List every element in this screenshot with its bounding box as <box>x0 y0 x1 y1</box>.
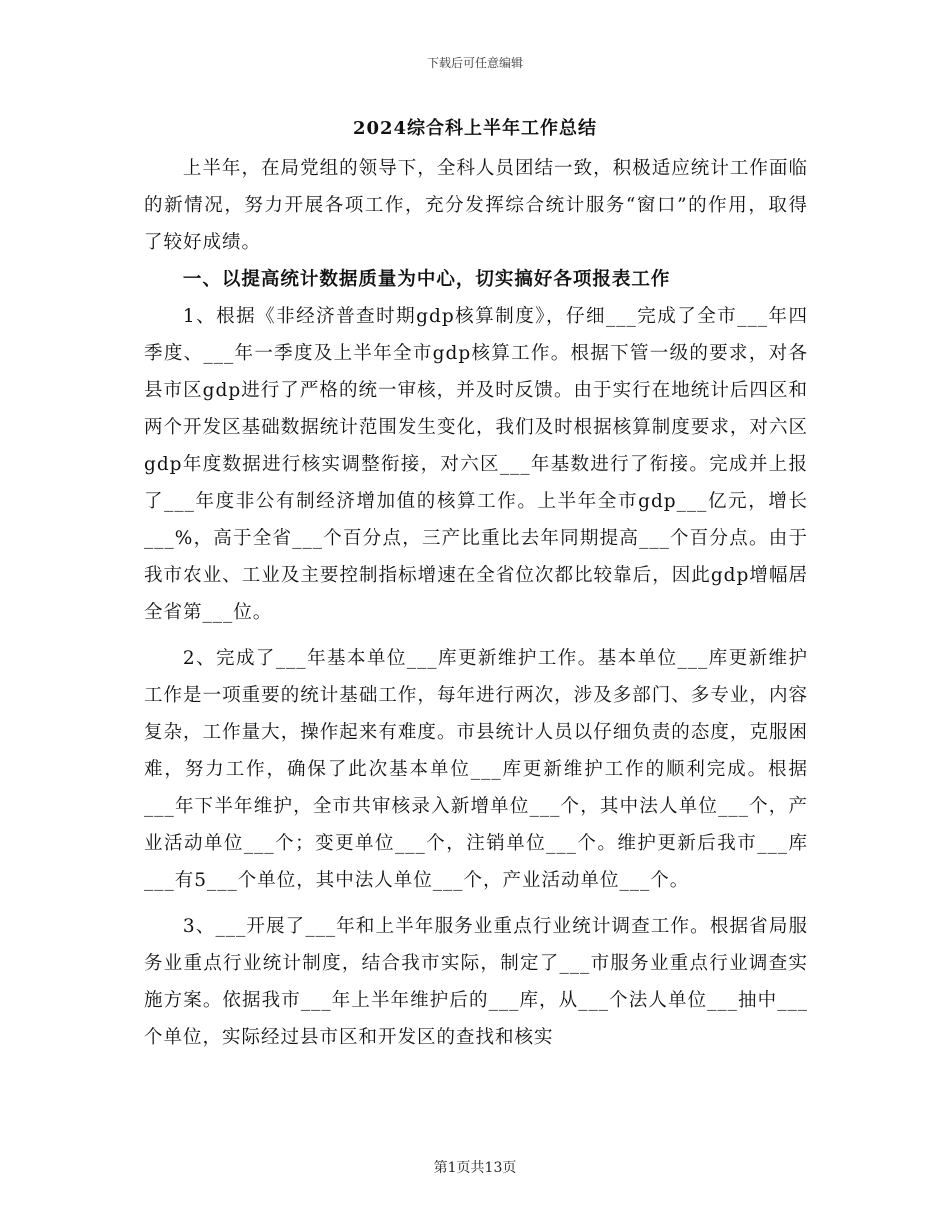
page-footer: 第1页共13页 <box>433 1160 517 1176</box>
section-heading: 一、以提高统计数据质量为中心，切实搞好各项报表工作 <box>182 269 671 290</box>
body-paragraph-3: 3、___开展了___年和上半年服务业重点行业统计调查工作。根据省局服务业重点行业统计制度，结合我市实际，制定了___市服务业重点行业调查实施方案。依据我市___年上半年维护后的___库，从___个法人单位___抽中___个单位，实际经过县市区和开发区的查找和核实 <box>144 916 808 1048</box>
body-paragraph-2: 2、完成了___年基本单位___库更新维护工作。基本单位___库更新维护工作是一项重要的统计基础工作，每年进行两次，涉及多部门、多专业，内容复杂，工作量大，操作起来有难度。市县统计人员以仔细负责的态度，克服困难，努力工作，确保了此次基本单位___库更新维护工作的顺利完成。根据___年下半年维护，全市共审核录入新增单位___个，其中法人单位___个，产业活动单位___个；变更单位___个，注销单位___个。维护更新后我市___库___有5___个单位，其中法人单位___个，产业活动单位___个。 <box>144 648 808 891</box>
body-paragraph-1: 1、根据《非经济普查时期gdp核算制度》，仔细___完成了全市___年四季度、___年一季度及上半年全市gdp核算工作。根据下管一级的要求，对各县市区gdp进行了严格的统一审核，并及时反馈。由于实行在地统计后四区和两个开发区基础数据统计范围发生变化，我们及时根据核算制度要求，对六区gdp年度数据进行核实调整衔接，对六区___年基数进行了衔接。完成并上报了___年度非公有制经济增加值的核算工作。上半年全市gdp___亿元，增长___%，高于全省___个百分点，三产比重比去年同期提高___个百分点。由于我市农业、工业及主要控制指标增速在全省位次都比较靠后，因此gdp增幅居全省第___位。 <box>144 306 808 623</box>
intro-paragraph: 上半年，在局党组的领导下，全科人员团结一致，积极适应统计工作面临的新情况，努力开展各项工作，充分发挥综合统计服务“窗口”的作用，取得了较好成绩。 <box>144 158 808 253</box>
document-title: 2024综合科上半年工作总结 <box>352 118 598 139</box>
document-body <box>144 150 808 1056</box>
header-note: 下载后可任意编辑 <box>426 56 523 70</box>
